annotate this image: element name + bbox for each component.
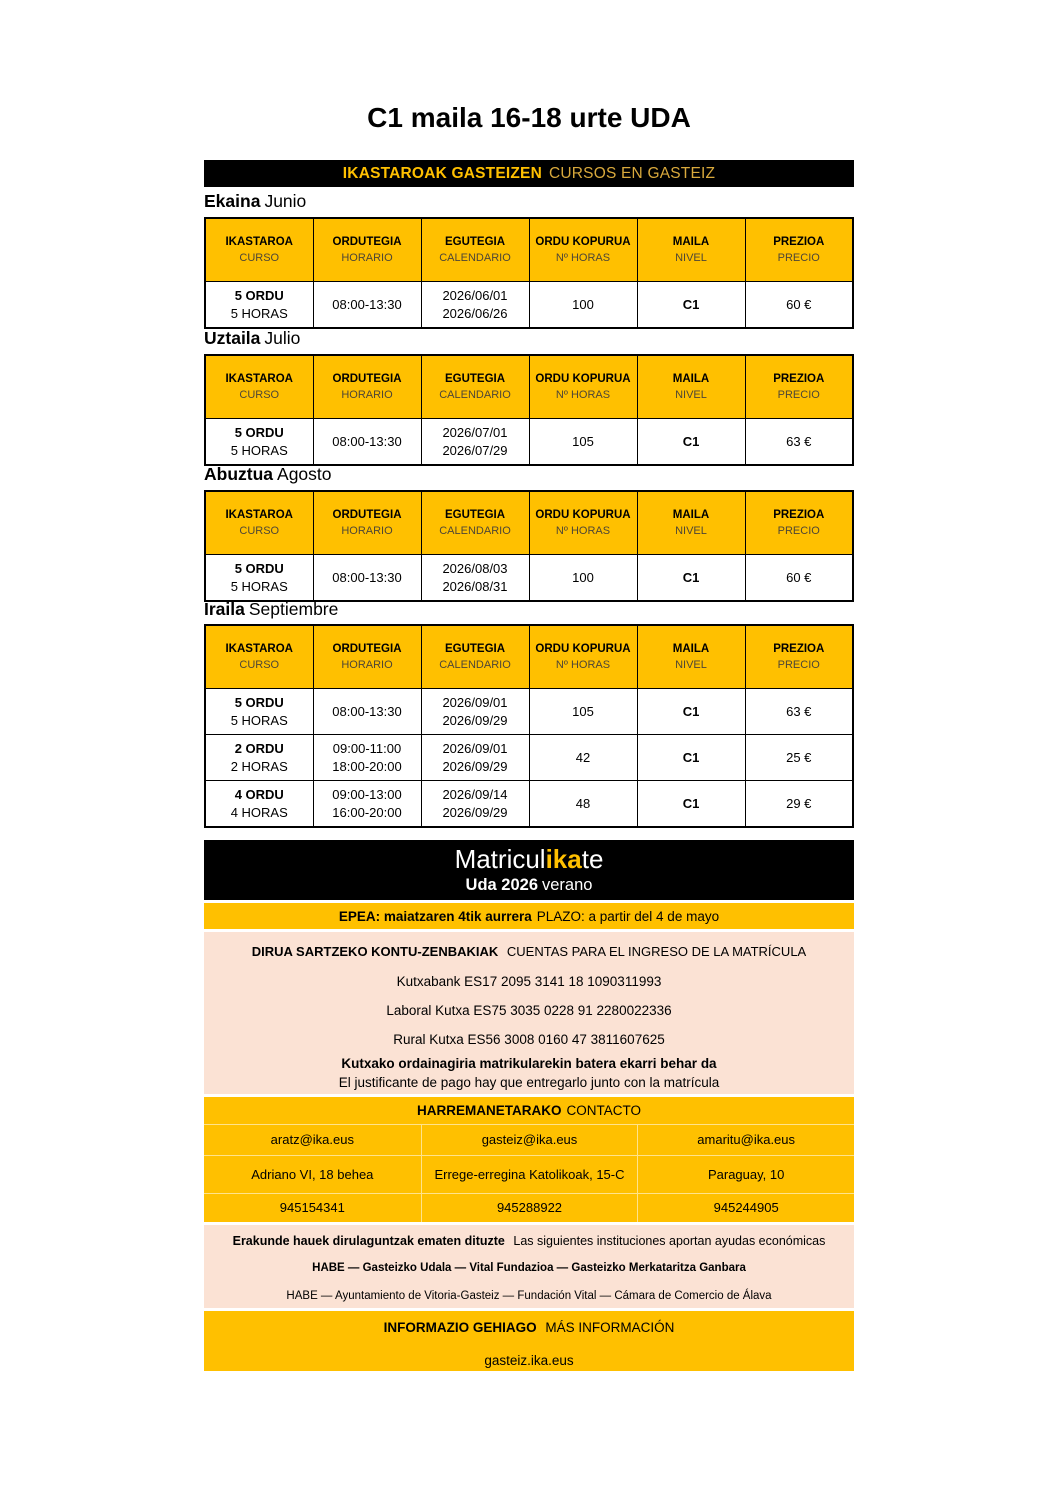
column-label-es: NIVEL bbox=[675, 252, 707, 264]
cell-schedule bbox=[313, 555, 421, 602]
column-label-es: CALENDARIO bbox=[439, 525, 511, 537]
date-start: 2026/06/01 bbox=[442, 288, 508, 303]
course-row bbox=[205, 282, 853, 329]
cell-course bbox=[205, 735, 313, 781]
cell-calendar bbox=[421, 781, 529, 828]
date-end: 2026/09/29 bbox=[442, 805, 508, 820]
course-eu: 5 ORDU bbox=[234, 288, 284, 303]
cell-calendar bbox=[421, 689, 529, 735]
column-label-es: HORARIO bbox=[341, 389, 393, 401]
column-label-es: PRECIO bbox=[777, 389, 820, 401]
date-end: 2026/09/29 bbox=[442, 713, 508, 728]
date-end: 2026/06/26 bbox=[442, 306, 508, 321]
course-row bbox=[205, 781, 853, 828]
column-header-price bbox=[745, 491, 853, 555]
cell-level: C1 bbox=[637, 555, 745, 602]
course-eu: 4 ORDU bbox=[234, 787, 284, 802]
column-label-eu: PREZIOA bbox=[773, 236, 825, 248]
cell-hours: 100 bbox=[529, 282, 637, 329]
schedule-line: 16:00-20:00 bbox=[332, 805, 402, 820]
cell-price: 60 € bbox=[745, 555, 853, 602]
column-label-es: HORARIO bbox=[341, 659, 393, 671]
banner-label-eu: IKASTAROAK GASTEIZEN bbox=[342, 164, 542, 182]
cell-level: C1 bbox=[637, 689, 745, 735]
contact-section bbox=[204, 1097, 854, 1222]
cell-hours: 48 bbox=[529, 781, 637, 828]
column-label-es: CURSO bbox=[239, 389, 280, 401]
course-es: 5 HORAS bbox=[230, 443, 288, 458]
schedule-line: 18:00-20:00 bbox=[332, 759, 402, 774]
schedule-line: 09:00-11:00 bbox=[332, 741, 402, 756]
contact-grid bbox=[204, 1125, 854, 1222]
column-label-es: NIVEL bbox=[675, 659, 707, 671]
courses-banner bbox=[204, 160, 854, 187]
column-label-es: PRECIO bbox=[777, 659, 820, 671]
column-header-calendar bbox=[421, 625, 529, 689]
date-start: 2026/09/14 bbox=[442, 787, 508, 802]
bank-account-kutxabank: Kutxabank ES17 2095 3141 18 1090311993 bbox=[396, 974, 662, 989]
page-title: C1 maila 16-18 urte UDA bbox=[367, 102, 691, 133]
course-row bbox=[205, 735, 853, 781]
column-label-es: HORARIO bbox=[341, 252, 393, 264]
cell-price: 25 € bbox=[745, 735, 853, 781]
course-es: 2 HORAS bbox=[230, 759, 288, 774]
column-label-es: CALENDARIO bbox=[439, 252, 511, 264]
column-header-hours bbox=[529, 218, 637, 282]
column-label-eu: MAILA bbox=[672, 236, 710, 248]
contact-address-3: Paraguay, 10 bbox=[637, 1155, 854, 1193]
cell-course bbox=[205, 689, 313, 735]
column-header-hours bbox=[529, 491, 637, 555]
month-label-es: Septiembre bbox=[248, 599, 339, 619]
column-label-eu: ORDU KOPURUA bbox=[535, 509, 631, 521]
column-label-eu: MAILA bbox=[672, 509, 710, 521]
column-label-eu: EGUTEGIA bbox=[444, 373, 506, 385]
column-header-calendar bbox=[421, 355, 529, 419]
institutions-list-es: HABE — Ayuntamiento de Vitoria-Gasteiz — Fundación Vital — Cámara de Comercio de Álava bbox=[286, 1290, 772, 1302]
column-label-eu: ORDU KOPURUA bbox=[535, 236, 631, 248]
date-start: 2026/07/01 bbox=[442, 425, 508, 440]
season-es: verano bbox=[542, 876, 593, 894]
schedule-line: 09:00-13:00 bbox=[332, 787, 402, 802]
month-label-eu: Ekaina bbox=[204, 191, 261, 211]
column-header-course bbox=[205, 491, 313, 555]
column-label-eu: EGUTEGIA bbox=[444, 236, 506, 248]
payment-note-eu: Kutxako ordainagiria matrikularekin batera ekarri behar da bbox=[341, 1056, 717, 1071]
cell-course bbox=[205, 555, 313, 602]
bank-account-laboral-kutxa: Laboral Kutxa ES75 3035 0228 91 2280022336 bbox=[386, 1003, 672, 1018]
more-info-heading-es: MÁS INFORMACIÓN bbox=[545, 1320, 675, 1335]
header-row bbox=[205, 218, 853, 282]
banner-label-es: CURSOS EN GASTEIZ bbox=[549, 164, 716, 182]
cell-level: C1 bbox=[637, 282, 745, 329]
cell-level: C1 bbox=[637, 419, 745, 466]
column-label-eu: MAILA bbox=[672, 643, 710, 655]
matriculikate-highlight: ika bbox=[545, 844, 582, 874]
course-table-ekaina bbox=[204, 217, 854, 329]
cell-hours: 100 bbox=[529, 555, 637, 602]
matriculikate-title bbox=[455, 845, 604, 873]
cell-level: C1 bbox=[637, 735, 745, 781]
date-start: 2026/09/01 bbox=[442, 741, 508, 756]
column-header-schedule bbox=[313, 218, 421, 282]
column-label-es: CALENDARIO bbox=[439, 659, 511, 671]
column-label-es: PRECIO bbox=[777, 525, 820, 537]
matriculikate-banner bbox=[204, 840, 854, 900]
column-label-eu: ORDU KOPURUA bbox=[535, 373, 631, 385]
column-label-es: PRECIO bbox=[777, 252, 820, 264]
course-row bbox=[205, 419, 853, 466]
column-header-price bbox=[745, 625, 853, 689]
contact-heading-eu: HARREMANETARAKO bbox=[416, 1103, 562, 1118]
course-es: 5 HORAS bbox=[230, 306, 288, 321]
date-end: 2026/09/29 bbox=[442, 759, 508, 774]
date-start: 2026/08/03 bbox=[442, 561, 508, 576]
column-label-eu: IKASTAROA bbox=[225, 373, 293, 385]
cell-schedule bbox=[313, 689, 421, 735]
cell-price: 29 € bbox=[745, 781, 853, 828]
contact-address-1: Adriano VI, 18 behea bbox=[204, 1155, 421, 1193]
column-header-hours bbox=[529, 625, 637, 689]
course-row bbox=[205, 689, 853, 735]
cell-hours: 42 bbox=[529, 735, 637, 781]
cell-course bbox=[205, 419, 313, 466]
month-heading-iraila bbox=[204, 596, 854, 622]
contact-phone-3: 945244905 bbox=[637, 1193, 854, 1222]
column-label-es: Nº HORAS bbox=[555, 525, 611, 537]
institutions-section bbox=[204, 1225, 854, 1308]
website-text: gasteiz.ika.eus bbox=[484, 1353, 574, 1368]
course-eu: 5 ORDU bbox=[234, 695, 284, 710]
column-label-es: Nº HORAS bbox=[555, 389, 611, 401]
column-header-schedule bbox=[313, 491, 421, 555]
date-start: 2026/09/01 bbox=[442, 695, 508, 710]
column-label-eu: IKASTAROA bbox=[225, 509, 293, 521]
cell-price: 63 € bbox=[745, 689, 853, 735]
column-label-eu: PREZIOA bbox=[773, 643, 825, 655]
header-row bbox=[205, 355, 853, 419]
column-header-calendar bbox=[421, 218, 529, 282]
contact-phone-1: 945154341 bbox=[204, 1193, 421, 1222]
cell-hours: 105 bbox=[529, 689, 637, 735]
month-heading-uztaila bbox=[204, 325, 854, 351]
deadline-es: PLAZO: a partir del 4 de mayo bbox=[536, 908, 720, 924]
column-header-price bbox=[745, 355, 853, 419]
contact-email-3: amaritu@ika.eus bbox=[637, 1125, 854, 1155]
schedule-line: 08:00-13:30 bbox=[332, 570, 402, 585]
month-label-es: Junio bbox=[264, 191, 307, 211]
bank-accounts-section bbox=[204, 932, 854, 1094]
more-info-section bbox=[204, 1311, 854, 1371]
month-label-es: Julio bbox=[264, 328, 301, 348]
column-header-course bbox=[205, 355, 313, 419]
column-label-eu: ORDU KOPURUA bbox=[535, 643, 631, 655]
column-label-eu: MAILA bbox=[672, 373, 710, 385]
column-header-course bbox=[205, 218, 313, 282]
cell-course bbox=[205, 282, 313, 329]
header-row bbox=[205, 625, 853, 689]
column-label-es: CURSO bbox=[239, 525, 280, 537]
month-label-eu: Uztaila bbox=[204, 328, 261, 348]
season-eu: Uda 2026 bbox=[465, 876, 538, 894]
cell-schedule bbox=[313, 419, 421, 466]
more-info-heading-eu: INFORMAZIO GEHIAGO bbox=[383, 1320, 537, 1335]
month-label-eu: Iraila bbox=[204, 599, 245, 619]
schedule-line: 08:00-13:30 bbox=[332, 434, 402, 449]
column-header-level bbox=[637, 355, 745, 419]
institutions-heading-es: Las siguientes instituciones aportan ayudas económicas bbox=[513, 1234, 826, 1248]
course-es: 5 HORAS bbox=[230, 579, 288, 594]
cell-price: 60 € bbox=[745, 282, 853, 329]
column-header-price bbox=[745, 218, 853, 282]
contact-email-2: gasteiz@ika.eus bbox=[421, 1125, 638, 1155]
payment-note-es: El justificante de pago hay que entregarlo junto con la matrícula bbox=[338, 1075, 720, 1090]
column-label-es: NIVEL bbox=[675, 389, 707, 401]
course-es: 5 HORAS bbox=[230, 713, 288, 728]
date-end: 2026/07/29 bbox=[442, 443, 508, 458]
course-table-uztaila bbox=[204, 354, 854, 466]
column-label-es: HORARIO bbox=[341, 525, 393, 537]
column-label-es: CALENDARIO bbox=[439, 389, 511, 401]
column-header-schedule bbox=[313, 355, 421, 419]
cell-course bbox=[205, 781, 313, 828]
more-info-heading bbox=[204, 1318, 854, 1338]
cell-price: 63 € bbox=[745, 419, 853, 466]
contact-heading bbox=[204, 1097, 854, 1125]
column-label-es: Nº HORAS bbox=[555, 659, 611, 671]
course-table-abuztua bbox=[204, 490, 854, 602]
season-line bbox=[466, 875, 593, 895]
column-label-eu: PREZIOA bbox=[773, 509, 825, 521]
institutions-list-eu: HABE — Gasteizko Udala — Vital Fundazioa — Gasteizko Merkataritza Ganbara bbox=[312, 1262, 746, 1274]
contact-heading-es: CONTACTO bbox=[566, 1103, 641, 1118]
month-heading-abuztua bbox=[204, 461, 854, 487]
cell-schedule bbox=[313, 282, 421, 329]
contact-email-1: aratz@ika.eus bbox=[270, 1132, 354, 1147]
matriculikate-prefix: Matricul bbox=[454, 844, 546, 874]
column-label-es: CURSO bbox=[239, 252, 280, 264]
cell-schedule bbox=[313, 781, 421, 828]
cell-calendar bbox=[421, 419, 529, 466]
institutions-heading-eu: Erakunde hauek dirulaguntzak ematen dituzte bbox=[232, 1234, 505, 1248]
bank-account-rural-kutxa: Rural Kutxa ES56 3008 0160 47 3811607625 bbox=[393, 1032, 665, 1047]
bank-heading-eu: DIRUA SARTZEKO KONTU-ZENBAKIAK bbox=[251, 944, 499, 959]
cell-calendar bbox=[421, 555, 529, 602]
flyer-content bbox=[204, 0, 854, 1497]
cell-calendar bbox=[421, 735, 529, 781]
column-label-eu: EGUTEGIA bbox=[444, 643, 506, 655]
column-label-es: Nº HORAS bbox=[555, 252, 611, 264]
column-label-eu: ORDUTEGIA bbox=[332, 236, 402, 248]
course-eu: 5 ORDU bbox=[234, 561, 284, 576]
column-label-eu: EGUTEGIA bbox=[444, 509, 506, 521]
cell-hours: 105 bbox=[529, 419, 637, 466]
matriculikate-suffix: te bbox=[581, 844, 604, 874]
course-row bbox=[205, 555, 853, 602]
column-header-level bbox=[637, 625, 745, 689]
column-header-level bbox=[637, 218, 745, 282]
contact-address-2: Errege-erregina Katolikoak, 15-C bbox=[421, 1155, 638, 1193]
date-end: 2026/08/31 bbox=[442, 579, 508, 594]
column-header-calendar bbox=[421, 491, 529, 555]
column-header-level bbox=[637, 491, 745, 555]
deadline-eu: EPEA: maiatzaren 4tik aurrera bbox=[338, 908, 532, 924]
bank-heading-es: CUENTAS PARA EL INGRESO DE LA MATRÍCULA bbox=[506, 944, 807, 959]
header-row bbox=[205, 491, 853, 555]
column-label-eu: ORDUTEGIA bbox=[332, 643, 402, 655]
column-label-es: CURSO bbox=[239, 659, 280, 671]
month-label-eu: Abuztua bbox=[204, 464, 274, 484]
course-eu: 2 ORDU bbox=[234, 741, 284, 756]
column-label-eu: ORDUTEGIA bbox=[332, 373, 402, 385]
column-label-eu: PREZIOA bbox=[773, 373, 825, 385]
column-label-eu: ORDUTEGIA bbox=[332, 509, 402, 521]
column-header-schedule bbox=[313, 625, 421, 689]
column-label-es: NIVEL bbox=[675, 525, 707, 537]
contact-phone-2: 945288922 bbox=[421, 1193, 638, 1222]
deadline-banner bbox=[204, 903, 854, 929]
schedule-line: 08:00-13:30 bbox=[332, 297, 402, 312]
bank-heading bbox=[204, 941, 854, 963]
month-label-es: Agosto bbox=[277, 464, 332, 484]
schedule-line: 08:00-13:30 bbox=[332, 704, 402, 719]
course-table-iraila bbox=[204, 624, 854, 828]
column-label-eu: IKASTAROA bbox=[225, 643, 293, 655]
course-es: 4 HORAS bbox=[230, 805, 288, 820]
institutions-heading bbox=[204, 1231, 854, 1251]
cell-schedule bbox=[313, 735, 421, 781]
cell-calendar bbox=[421, 282, 529, 329]
course-eu: 5 ORDU bbox=[234, 425, 284, 440]
cell-level: C1 bbox=[637, 781, 745, 828]
month-heading-ekaina bbox=[204, 188, 854, 214]
column-label-eu: IKASTAROA bbox=[225, 236, 293, 248]
column-header-course bbox=[205, 625, 313, 689]
column-header-hours bbox=[529, 355, 637, 419]
